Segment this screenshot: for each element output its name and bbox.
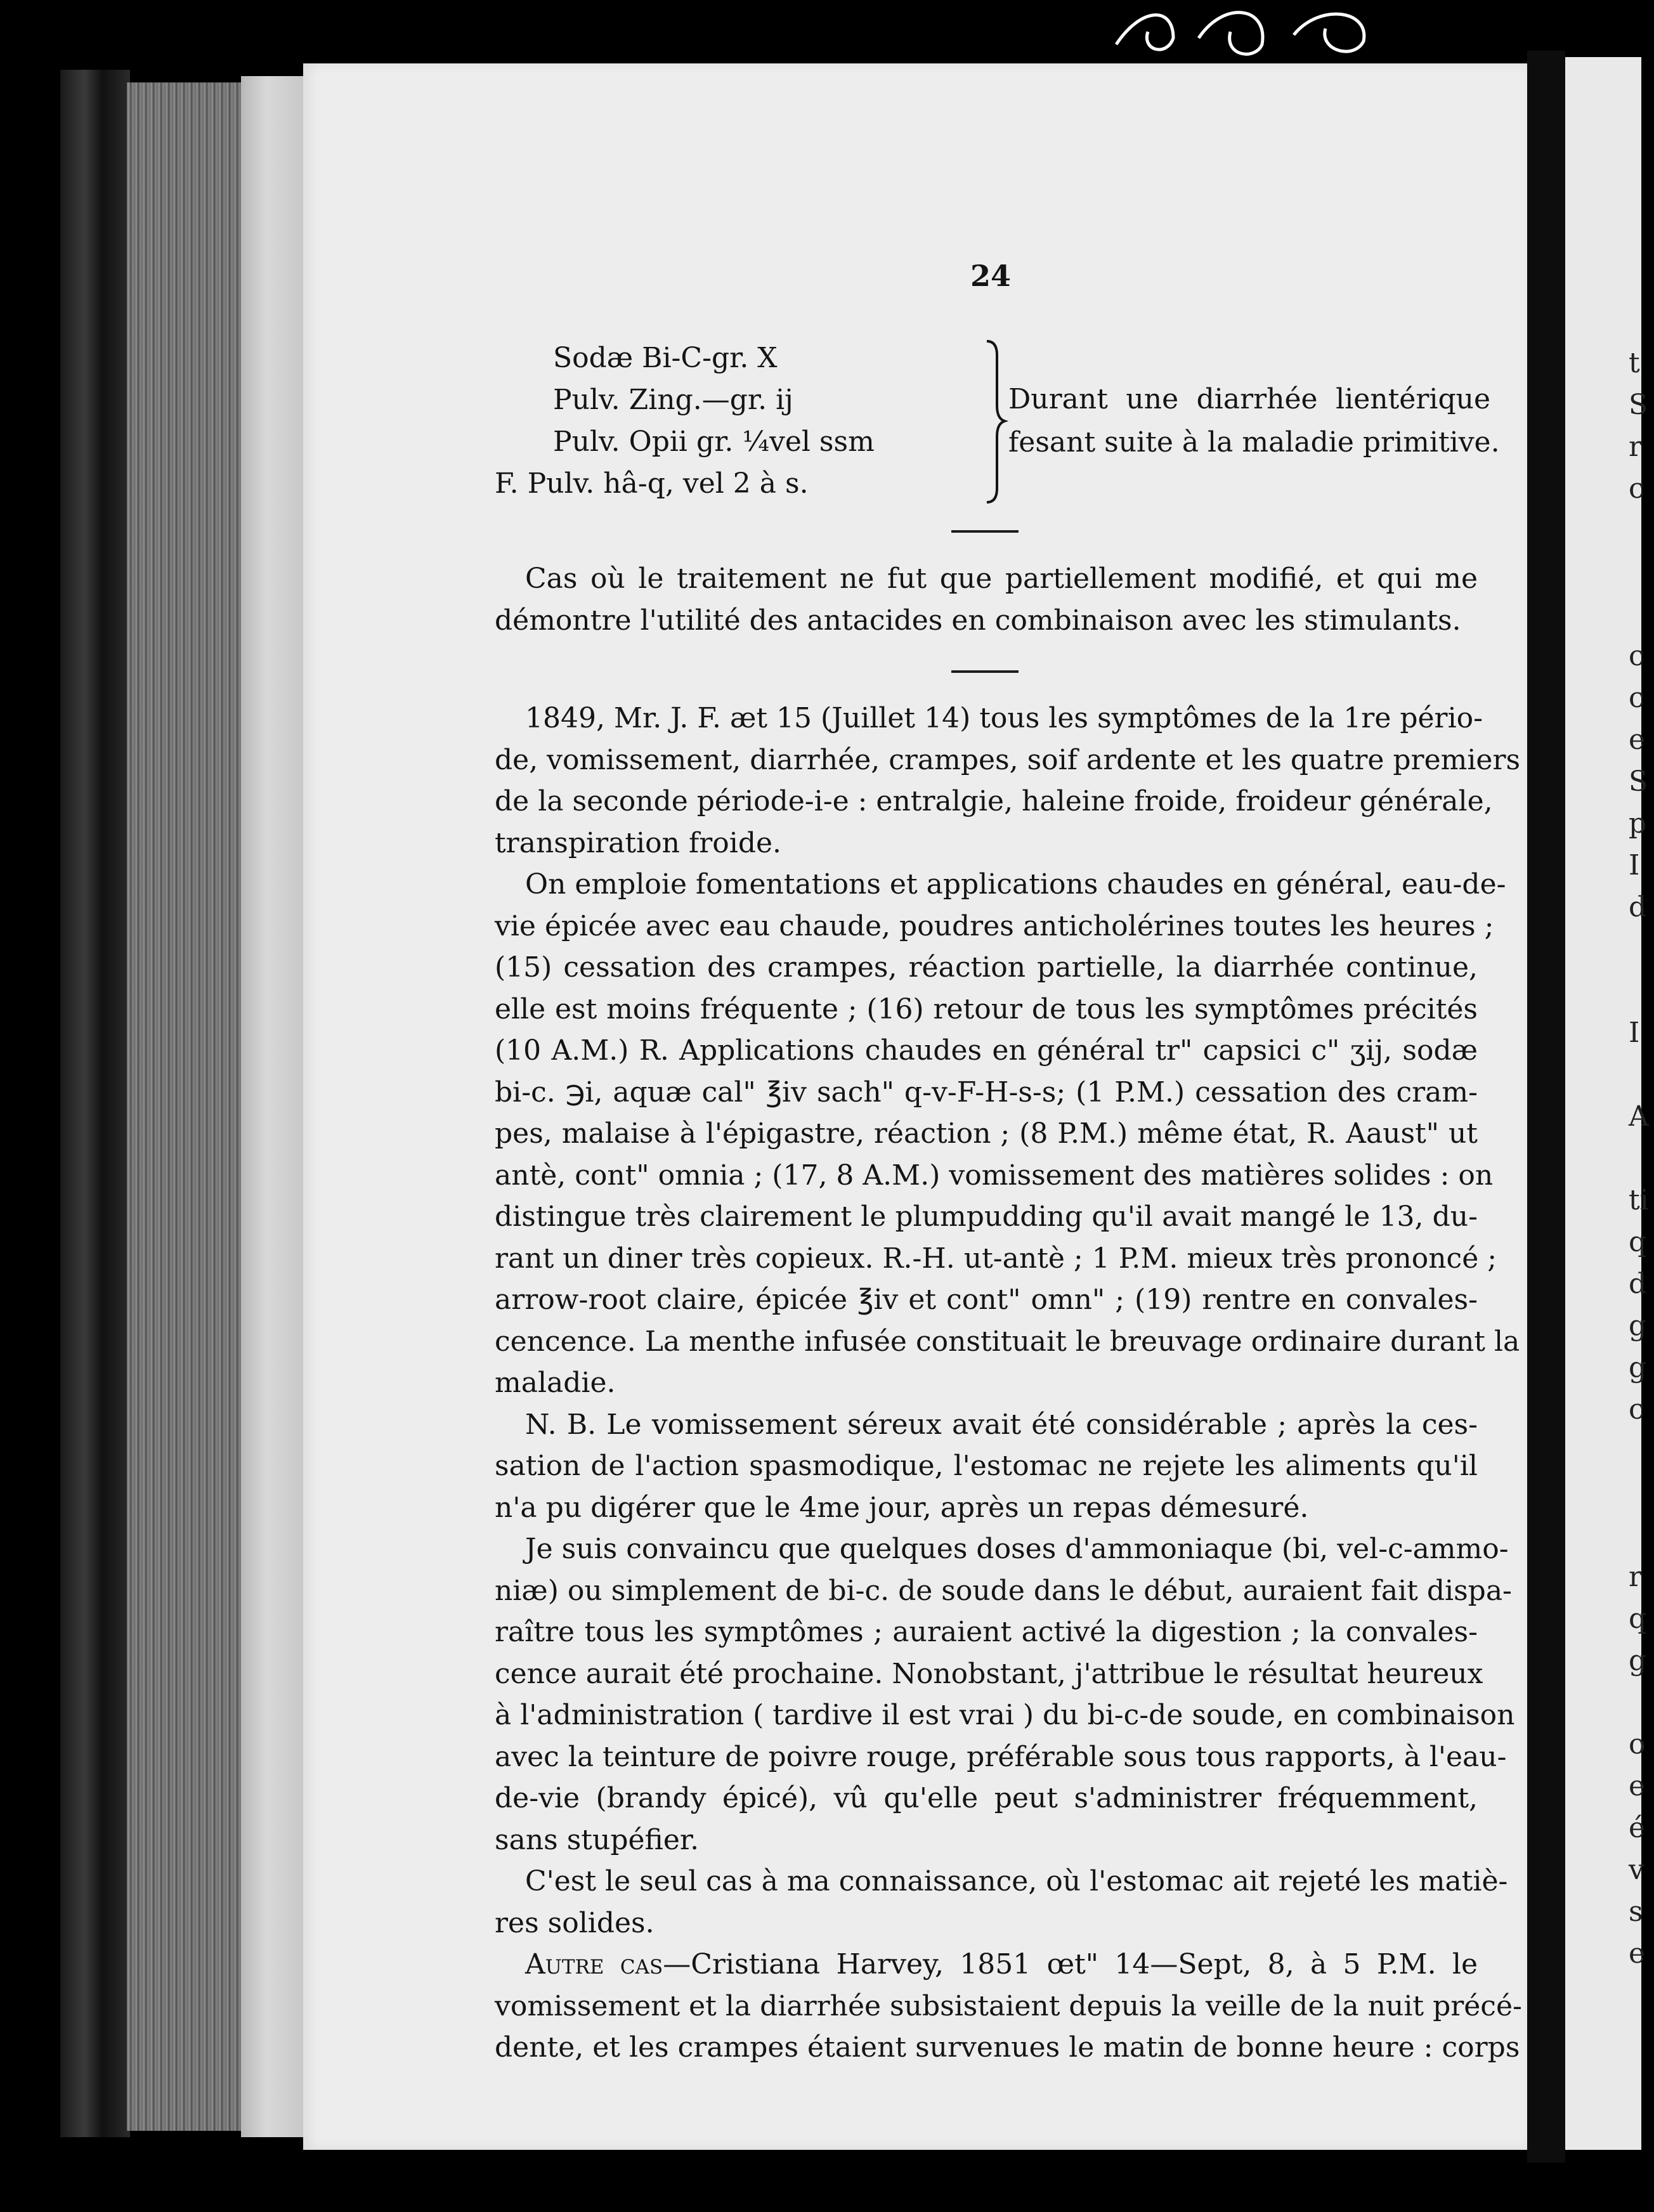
- text-line: antè, cont" omnia ; (17, 8 A.M.) vomissement des matières solides : on: [495, 1159, 1494, 1192]
- text-line: vie épicée avec eau chaude, poudres anticholérines toutes les heures ;: [495, 909, 1494, 942]
- text-line: C'est le seul cas à ma connaissance, où l'estomac ait rejeté les matiè-: [525, 1865, 1508, 1897]
- small-caps-lead: Autre cas: [525, 1948, 663, 1981]
- text-line: bi-c. ℈i, aquæ cal" ℥iv sach" q-v-F-H-s-s; (1 P.M.) cessation des cram-: [495, 1076, 1478, 1109]
- text-line: 1849, Mr. J. F. æt 15 (Juillet 14) tous les symptômes de la 1re pério-: [525, 702, 1483, 734]
- prescription-note: [1008, 378, 1500, 464]
- text-line: (10 A.M.) R. Applications chaudes en général tr" capsici c" ʒij, sodæ: [495, 1034, 1478, 1067]
- book-fold-edge: [1527, 51, 1565, 2163]
- section-divider: [951, 530, 1019, 533]
- text-line: cence aurait été prochaine. Nonobstant, j'attribue le résultat heureux: [495, 1657, 1483, 1690]
- text-line: arrow-root claire, épicée ℥iv et cont" omn" ; (19) rentre en convales-: [495, 1284, 1478, 1316]
- text-line: vomissement et la diarrhée subsistaient depuis la veille de la nuit précé-: [495, 1989, 1522, 2022]
- text-line: de la seconde période-i-e : entralgie, haleine froide, froideur générale,: [495, 785, 1493, 817]
- prescription: [495, 337, 1002, 505]
- prescription-line: F. Pulv. hâ-q, vel 2 à s.: [495, 467, 809, 500]
- text-line: transpiration froide.: [495, 826, 782, 859]
- body-text: [495, 698, 1522, 2069]
- text-line: niæ) ou simplement de bi-c. de soude dans le début, auraient fait dispa-: [495, 1574, 1512, 1607]
- text-line: démontre l'utilité des antacides en combinaison avec les stimulants.: [495, 604, 1461, 637]
- page-number: 24: [970, 259, 1012, 293]
- text-line: avec la teinture de poivre rouge, préférable sous tous rapports, à l'eau-: [495, 1740, 1507, 1773]
- text-line: (15) cessation des crampes, réaction partielle, la diarrhée continue,: [495, 951, 1478, 984]
- handwritten-mark: [1104, 0, 1408, 63]
- text-line: Je suis convaincu que quelques doses d'ammoniaque (bi, vel-c-ammo-: [525, 1533, 1509, 1565]
- page-gutter: [241, 76, 304, 2137]
- text-line: dente, et les crampes étaient survenues le matin de bonne heure : corps: [495, 2031, 1520, 2064]
- text-line: sans stupéfier.: [495, 1823, 700, 1856]
- text-line: maladie.: [495, 1367, 616, 1399]
- text-line: elle est moins fréquente ; (16) retour de tous les symptômes précités: [495, 992, 1478, 1025]
- case-heading: [495, 558, 1478, 642]
- book-spine-edge: [60, 70, 130, 2137]
- text-line: On emploie fomentations et applications chaudes en général, eau-de-: [525, 868, 1506, 901]
- text-line: n'a pu digérer que le 4me jour, après un repas démesuré.: [495, 1491, 1309, 1524]
- text-line: res solides.: [495, 1906, 654, 1939]
- text-line: de-vie (brandy épicé), vû qu'elle peut s'administrer fréquemment,: [495, 1782, 1478, 1814]
- page-stack-edge: [127, 82, 241, 2131]
- text-line: cencence. La menthe infusée constituait le breuvage ordinaire durant la: [495, 1325, 1520, 1358]
- prescription-line: Pulv. Zing.—gr. ij: [553, 384, 793, 416]
- text-line: Cas où le traitement ne fut que partiellement modifié, et qui me: [525, 563, 1478, 595]
- text-line: de, vomissement, diarrhée, crampes, soif ardente et les quatre premiers: [495, 743, 1521, 776]
- prescription-note-line: Durant une diarrhée lientérique: [1008, 383, 1490, 415]
- adjacent-page-fragment: t S r c c c e S p I d I A ti q d g g c r q g o e é v s e: [1629, 347, 1649, 1970]
- text-line: raître tous les symptômes ; auraient activé la digestion ; la convales-: [495, 1616, 1478, 1648]
- text-line: sation de l'action spasmodique, l'estomac ne rejete les aliments qu'il: [495, 1450, 1478, 1482]
- prescription-line: Sodæ Bi-C-gr. X: [553, 342, 778, 374]
- text-line: à l'administration ( tardive il est vrai ) du bi-c-de soude, en combinaison: [495, 1699, 1515, 1731]
- prescription-line: Pulv. Opii gr. ¼vel ssm: [553, 426, 875, 458]
- text-line: Autre cas—Cristiana Harvey, 1851 œt" 14—Sept, 8, à 5 P.M. le: [525, 1948, 1478, 1981]
- text-line: N. B. Le vomissement séreux avait été considérable ; après la ces-: [525, 1408, 1478, 1441]
- text-line: pes, malaise à l'épigastre, réaction ; (8 P.M.) même état, R. Aaust" ut: [495, 1117, 1478, 1150]
- prescription-note-line: fesant suite à la maladie primitive.: [1008, 426, 1500, 459]
- section-divider: [951, 670, 1019, 673]
- text-line: distingue très clairement le plumpudding qu'il avait mangé le 13, du-: [495, 1200, 1478, 1233]
- curly-brace-icon: [982, 336, 1007, 507]
- text-line: rant un diner très copieux. R.-H. ut-antè ; 1 P.M. mieux très prononcé ;: [495, 1242, 1497, 1275]
